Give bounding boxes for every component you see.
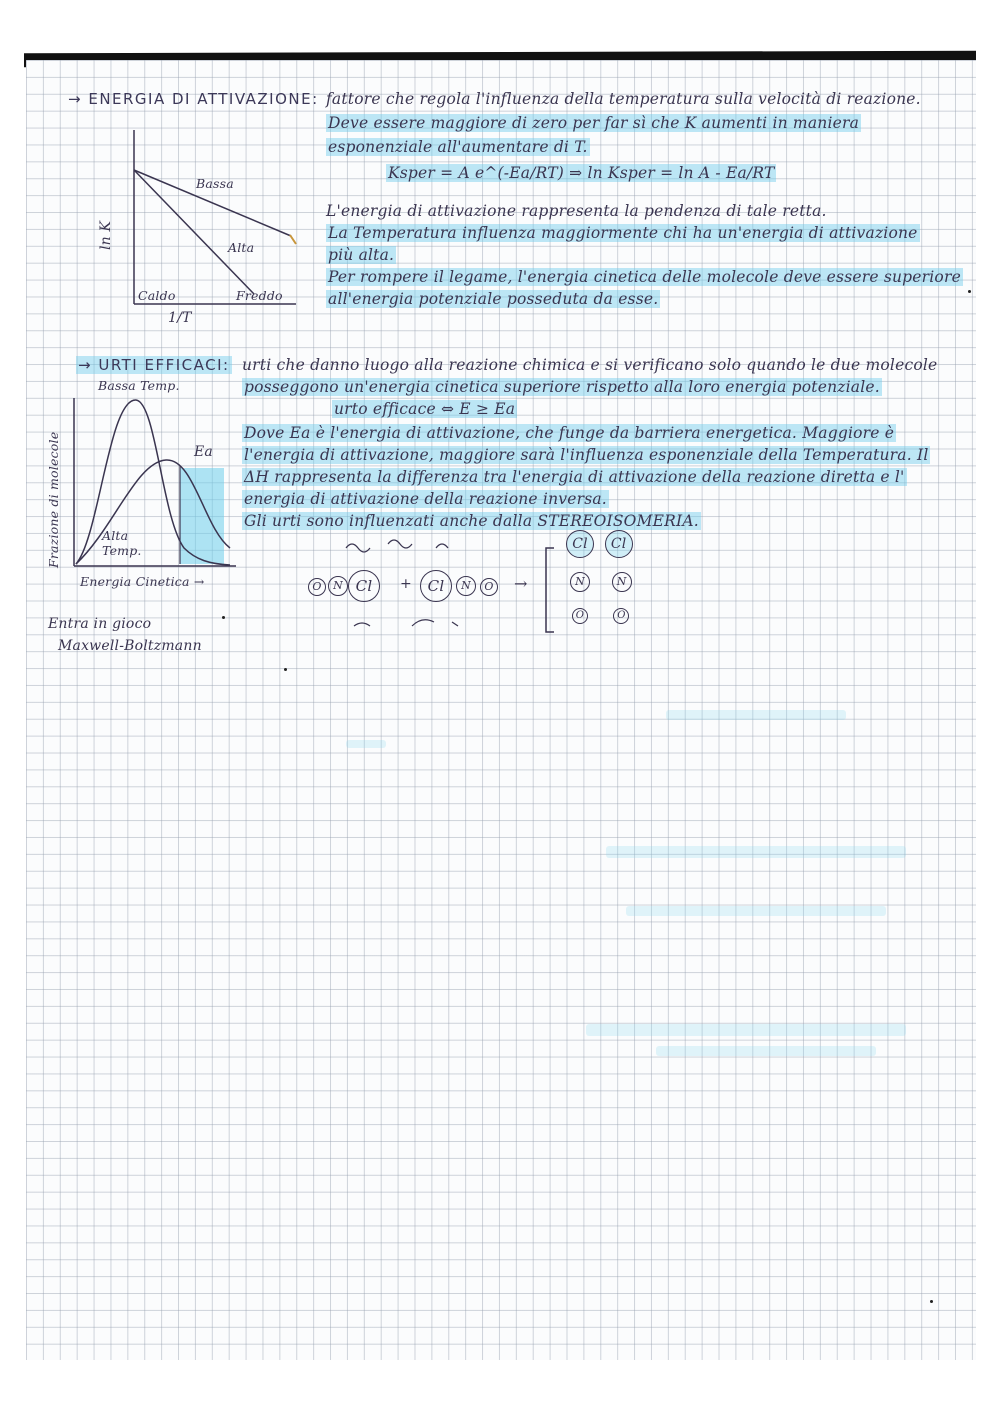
reaction-plus: + [400, 576, 412, 592]
section2-line-1: urti che danno luogo alla reazione chimica e si verificano solo quando le due molecole [242, 356, 938, 374]
note-line-1: Entra in gioco [48, 616, 152, 632]
arrhenius-formula: Ksper = A e^(-Ea/RT) ⇒ ln Ksper = ln A - Ea/RT [388, 164, 775, 182]
section1-body-2: La Temperatura influenza maggiormente chi ha un'energia di attivazione [328, 224, 918, 242]
section1-body-4: Per rompere il legame, l'energia cinetica delle molecole deve essere superiore [328, 268, 961, 286]
curve-label-alta-temp: Alta Temp. [102, 528, 142, 558]
reaction-diagram [296, 530, 666, 650]
ink-dot [284, 668, 287, 671]
ink-dot [222, 616, 225, 619]
section2-line-7: energia di attivazione della reazione inversa. [244, 490, 607, 508]
curve-label-bassa-temp: Bassa Temp. [98, 378, 180, 393]
notebook-page [26, 60, 976, 1360]
section2-line-3: urto efficace ⇔ E ≥ Ea [334, 400, 516, 418]
atom-n-right: N [456, 576, 476, 596]
y-axis-label: ln K [98, 220, 114, 250]
lnk-graph [96, 120, 306, 330]
corner-label-caldo: Caldo [138, 288, 176, 303]
section1-line-2: Deve essere maggiore di zero per far sì che K aumenti in maniera [328, 114, 860, 132]
section1-body-3: più alta. [328, 246, 395, 264]
section2-line-2: posseggono un'energia cinetica superiore rispetto alla loro energia potenziale. [244, 378, 880, 396]
y-axis-label-frazione: Frazione di molecole [46, 431, 61, 568]
corner-label-freddo: Freddo [236, 288, 283, 303]
ink-dot [968, 290, 971, 293]
atom-cl-right: Cl [420, 570, 452, 602]
ink-stain [626, 906, 886, 916]
product-row-n: N N [570, 572, 632, 592]
line-label-bassa: Bassa [196, 176, 234, 191]
ink-stain [656, 1046, 876, 1056]
atom-cl-left: Cl [348, 570, 380, 602]
section1-line-3: esponenziale all'aumentare di T. [328, 138, 588, 156]
atom-o-right: O [480, 578, 498, 596]
x-axis-label-energia: Energia Cinetica → [80, 574, 205, 589]
ink-stain [586, 1024, 906, 1036]
section2-heading: → URTI EFFICACI: [78, 356, 230, 374]
section1-heading: → ENERGIA DI ATTIVAZIONE: [68, 90, 319, 108]
line-label-alta: Alta [228, 240, 255, 255]
product-row-cl: Cl Cl [566, 530, 633, 558]
ink-stain [346, 740, 386, 748]
section2-line-5: l'energia di attivazione, maggiore sarà l'influenza esponenziale della Temperatura. Il [244, 446, 929, 464]
section2-line-8: Gli urti sono influenzati anche dalla STEREOISOMERIA. [244, 512, 699, 530]
threshold-label-ea: Ea [194, 444, 213, 460]
atom-o-left: O [308, 578, 326, 596]
x-axis-label: 1/T [168, 310, 192, 326]
section2-line-4: Dove Ea è l'energia di attivazione, che funge da barriera energetica. Maggiore è [244, 424, 895, 442]
ink-stain [606, 846, 906, 858]
section1-line-1: fattore che regola l'influenza della temperatura sulla velocità di reazione. [326, 90, 921, 108]
maxwell-boltzmann-graph [44, 378, 244, 596]
line-alta [134, 170, 254, 294]
section1-body-5: all'energia potenziale posseduta da esse. [328, 290, 659, 308]
note-line-2: Maxwell-Boltzmann [58, 638, 202, 654]
product-row-o: O O [572, 608, 629, 624]
ink-dot [930, 1300, 933, 1303]
reaction-arrow: → [514, 574, 528, 593]
section1-body-1: L'energia di attivazione rappresenta la pendenza di tale retta. [326, 202, 827, 220]
atom-n-left: N [328, 576, 348, 596]
scan-margin [0, 0, 1000, 56]
ink-stain [666, 710, 846, 720]
section2-line-6: ΔH rappresenta la differenza tra l'energia di attivazione della reazione diretta e l' [244, 468, 905, 486]
